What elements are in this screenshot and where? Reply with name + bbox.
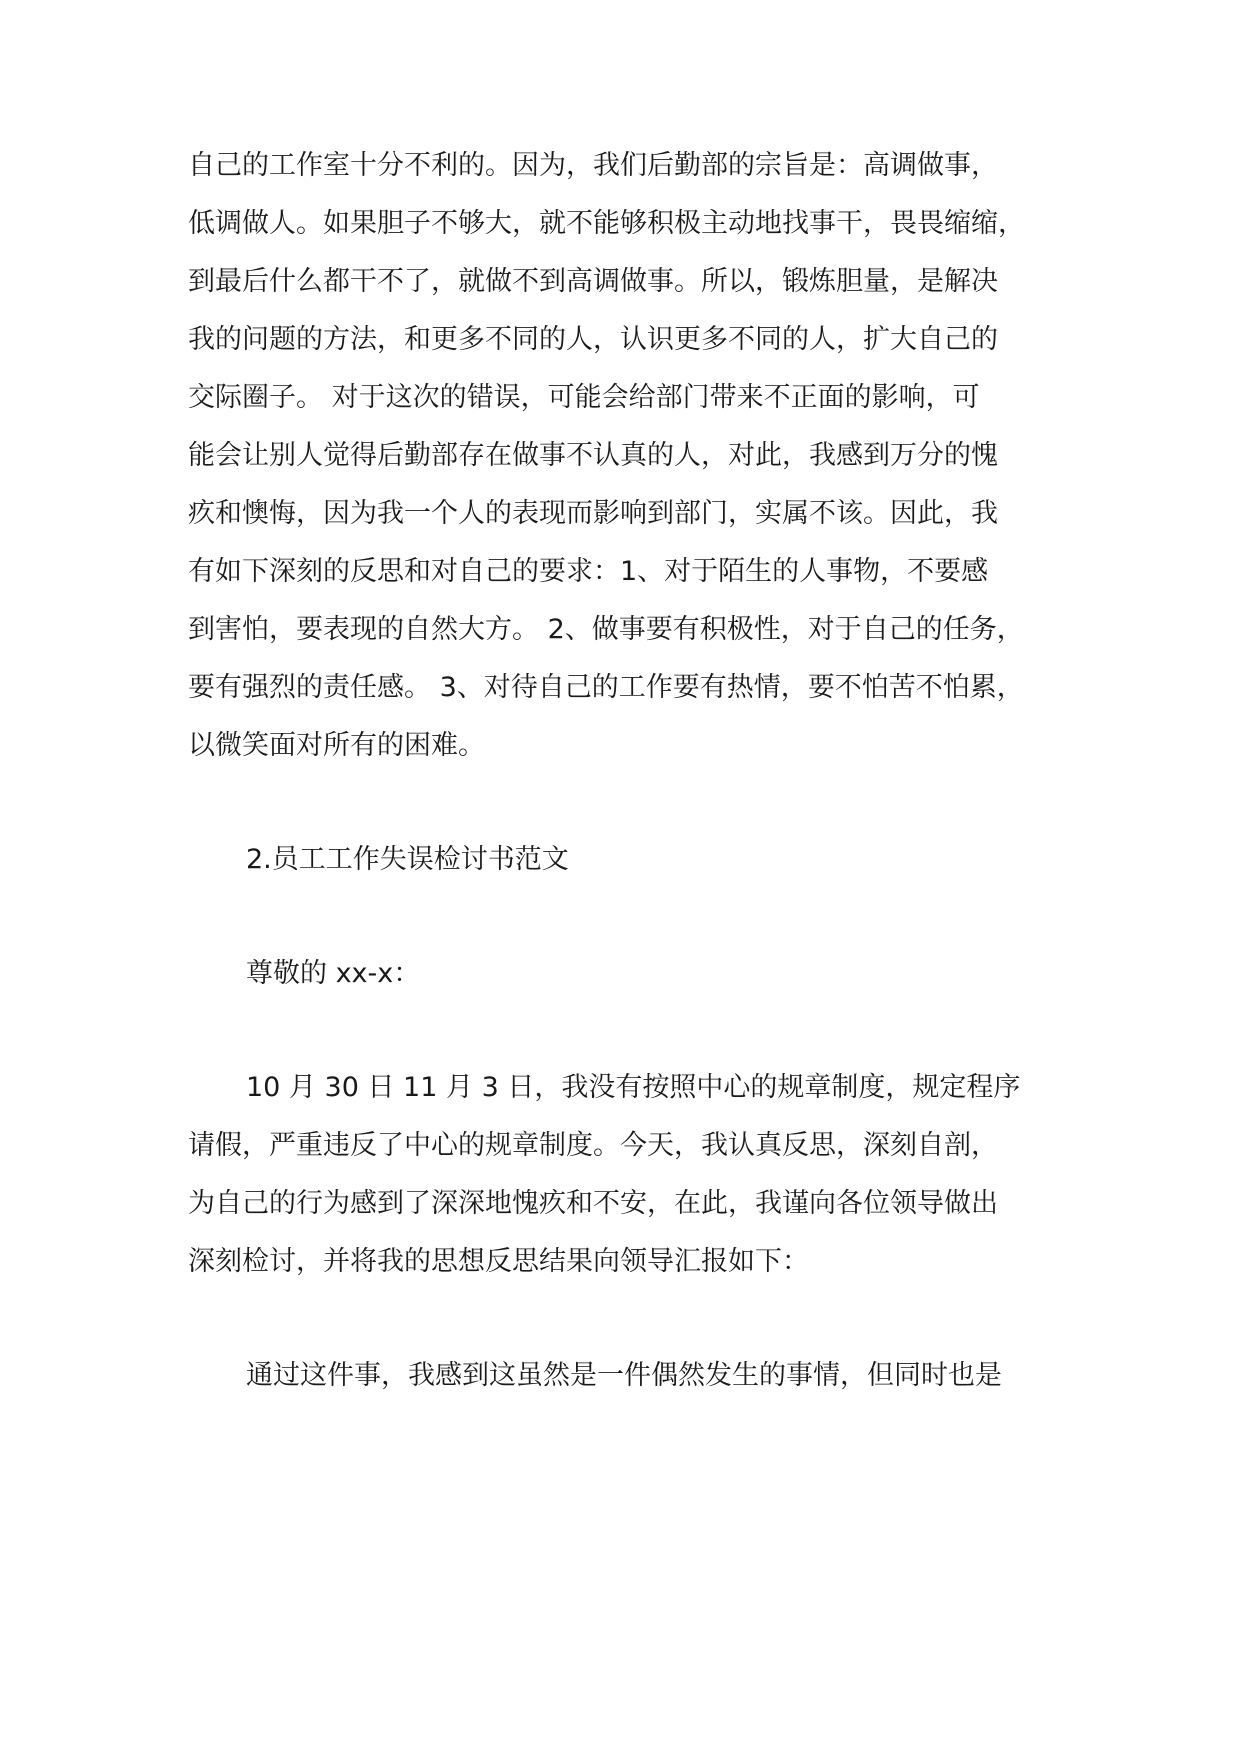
paragraph-line: 为自己的行为感到了深深地愧疚和不安，在此，我谨向各位领导做出 — [188, 1188, 998, 1219]
paragraph-line: 低调做人。如果胆子不够大，就不能够积极主动地找事干，畏畏缩缩， — [188, 208, 1025, 239]
paragraph-line: 交际圈子。 对于这次的错误，可能会给部门带来不正面的影响，可 — [188, 382, 980, 413]
paragraph-line: 以微笑面对所有的困难。 — [188, 730, 485, 761]
paragraph-line: 能会让别人觉得后勤部存在做事不认真的人，对此，我感到万分的愧 — [188, 440, 998, 471]
paragraph-line: 有如下深刻的反思和对自己的要求：1、对于陌生的人事物，不要感 — [188, 556, 989, 587]
paragraph-line: 到最后什么都干不了，就做不到高调做事。所以，锻炼胆量，是解决 — [188, 266, 998, 297]
paragraph-line: 请假，严重违反了中心的规章制度。今天，我认真反思，深刻自剖， — [188, 1130, 998, 1161]
paragraph-line: 10 月 30 日 11 月 3 日，我没有按照中心的规章制度，规定程序 — [246, 1072, 1021, 1103]
paragraph-line: 要有强烈的责任感。 3、对待自己的工作要有热情，要不怕苦不怕累， — [188, 672, 1024, 703]
paragraph-line: 疚和懊悔，因为我一个人的表现而影响到部门，实属不该。因此，我 — [188, 498, 998, 529]
paragraph-line: 自己的工作室十分不利的。因为，我们后勤部的宗旨是：高调做事， — [188, 150, 998, 181]
paragraph-line: 深刻检讨，并将我的思想反思结果向领导汇报如下： — [188, 1246, 809, 1277]
paragraph-line: 通过这件事，我感到这虽然是一件偶然发生的事情，但同时也是 — [246, 1360, 1002, 1391]
section-heading: 2.员工工作失误检讨书范文 — [246, 844, 569, 875]
salutation: 尊敬的 xx-x： — [246, 958, 421, 989]
paragraph-line: 我的问题的方法，和更多不同的人，认识更多不同的人，扩大自己的 — [188, 324, 998, 355]
paragraph-line: 到害怕，要表现的自然大方。 2、做事要有积极性，对于自己的任务， — [188, 614, 1024, 645]
